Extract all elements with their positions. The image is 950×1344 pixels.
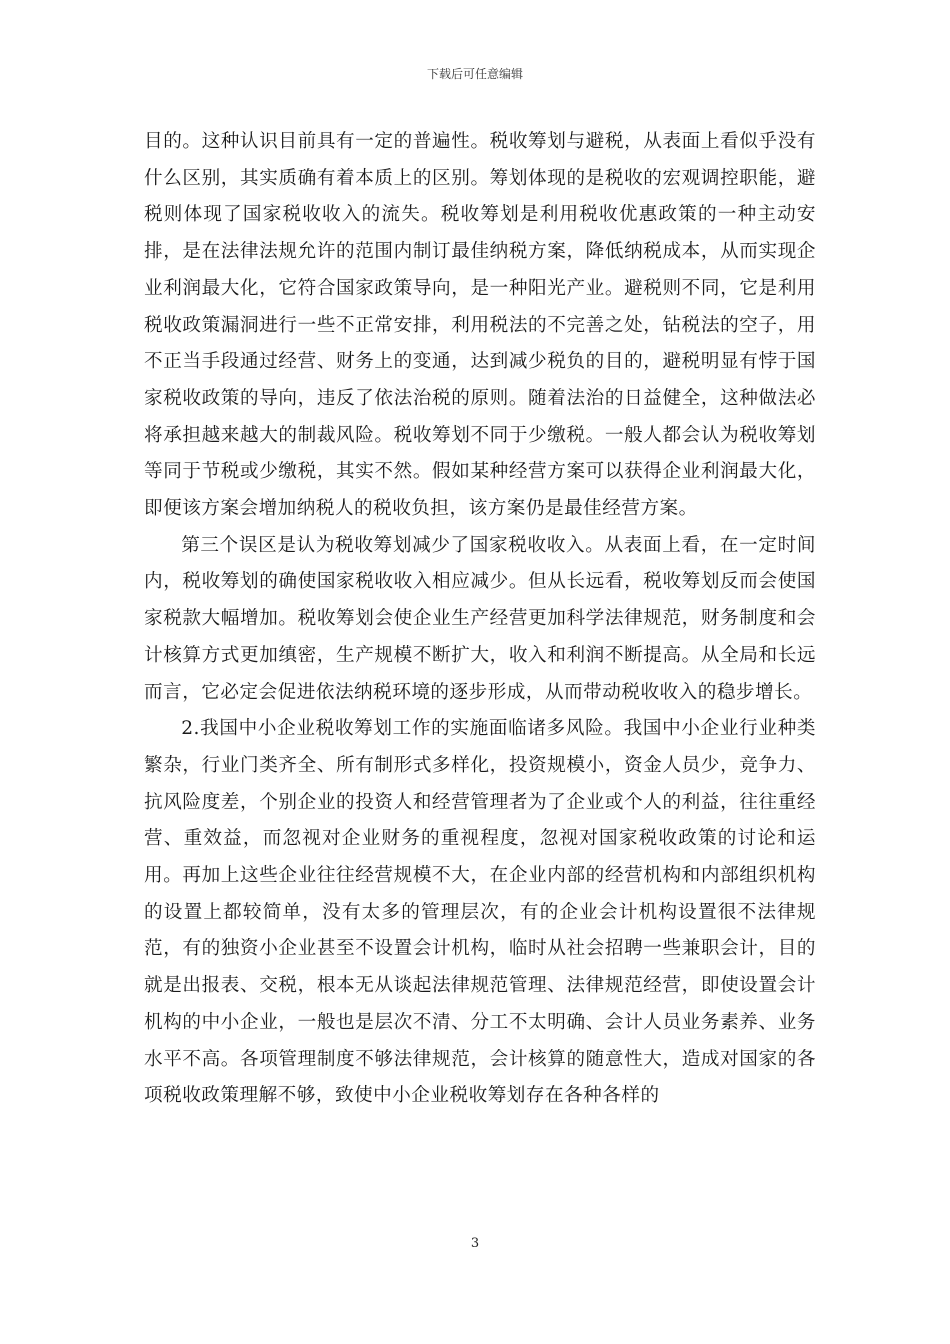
page-number: 3: [470, 1236, 480, 1251]
paragraph-third-misconception: 第三个误区是认为税收筹划减少了国家税收收入。从表面上看，在一定时间内，税收筹划的确使国家税收收入相应减少。但从长远看，税收筹划反而会使国家税款大幅增加。税收筹划会使企业生产经营更加科学法律规范，财务制度和会计核算方式更加缜密，生产规模不断扩大，收入和利润不断提高。从全局和长远而言，它必定会促进依法纳税环境的逐步形成，从而带动税收收入的稳步增长。: [144, 534, 816, 703]
paragraph-sme-risks: 2.我国中小企业税收筹划工作的实施面临诸多风险。我国中小企业行业种类繁杂，行业门类齐全、所有制形式多样化，投资规模小，资金人员少，竞争力、抗风险度差，个别企业的投资人和经营管理者为了企业或个人的利益，往往重经营、重效益，而忽视对企业财务的重视程度，忽视对国家税收政策的讨论和运用。再加上这些企业往往经营规模不大，在企业内部的经营机构和内部组织机构的设置上都较简单，没有太多的管理层次，有的企业会计机构设置很不法律规范，有的独资小企业甚至不设置会计机构，临时从社会招聘一些兼职会计，目的就是出报表、交税，根本无从谈起法律规范管理、法律规范经营，即使设置会计机构的中小企业，一般也是层次不清、分工不太明确、会计人员业务素养、业务水平不高。各项管理制度不够法律规范，会计核算的随意性大，造成对国家的各项税收政策理解不够，致使中小企业税收筹划存在各种各样的: [144, 718, 816, 1107]
document-body: [144, 124, 816, 1115]
page-header-note: 下载后可任意编辑: [426, 67, 523, 81]
paragraph-tax-planning-vs-avoidance: 目的。这种认识目前具有一定的普遍性。税收筹划与避税，从表面上看似乎没有什么区别，其实质确有着本质上的区别。筹划体现的是税收的宏观调控职能，避税则体现了国家税收收入的流失。税收筹划是利用税收优惠政策的一种主动安排，是在法律法规允许的范围内制订最佳纳税方案，降低纳税成本，从而实现企业利润最大化，它符合国家政策导向，是一种阳光产业。避税则不同，它是利用税收政策漏洞进行一些不正常安排，利用税法的不完善之处，钻税法的空子，用不正当手段通过经营、财务上的变通，达到减少税负的目的，避税明显有悖于国家税收政策的导向，违反了依法治税的原则。随着法治的日益健全，这种做法必将承担越来越大的制裁风险。税收筹划不同于少缴税。一般人都会认为税收筹划等同于节税或少缴税，其实不然。假如某种经营方案可以获得企业利润最大化，即便该方案会增加纳税人的税收负担，该方案仍是最佳经营方案。: [144, 131, 816, 520]
